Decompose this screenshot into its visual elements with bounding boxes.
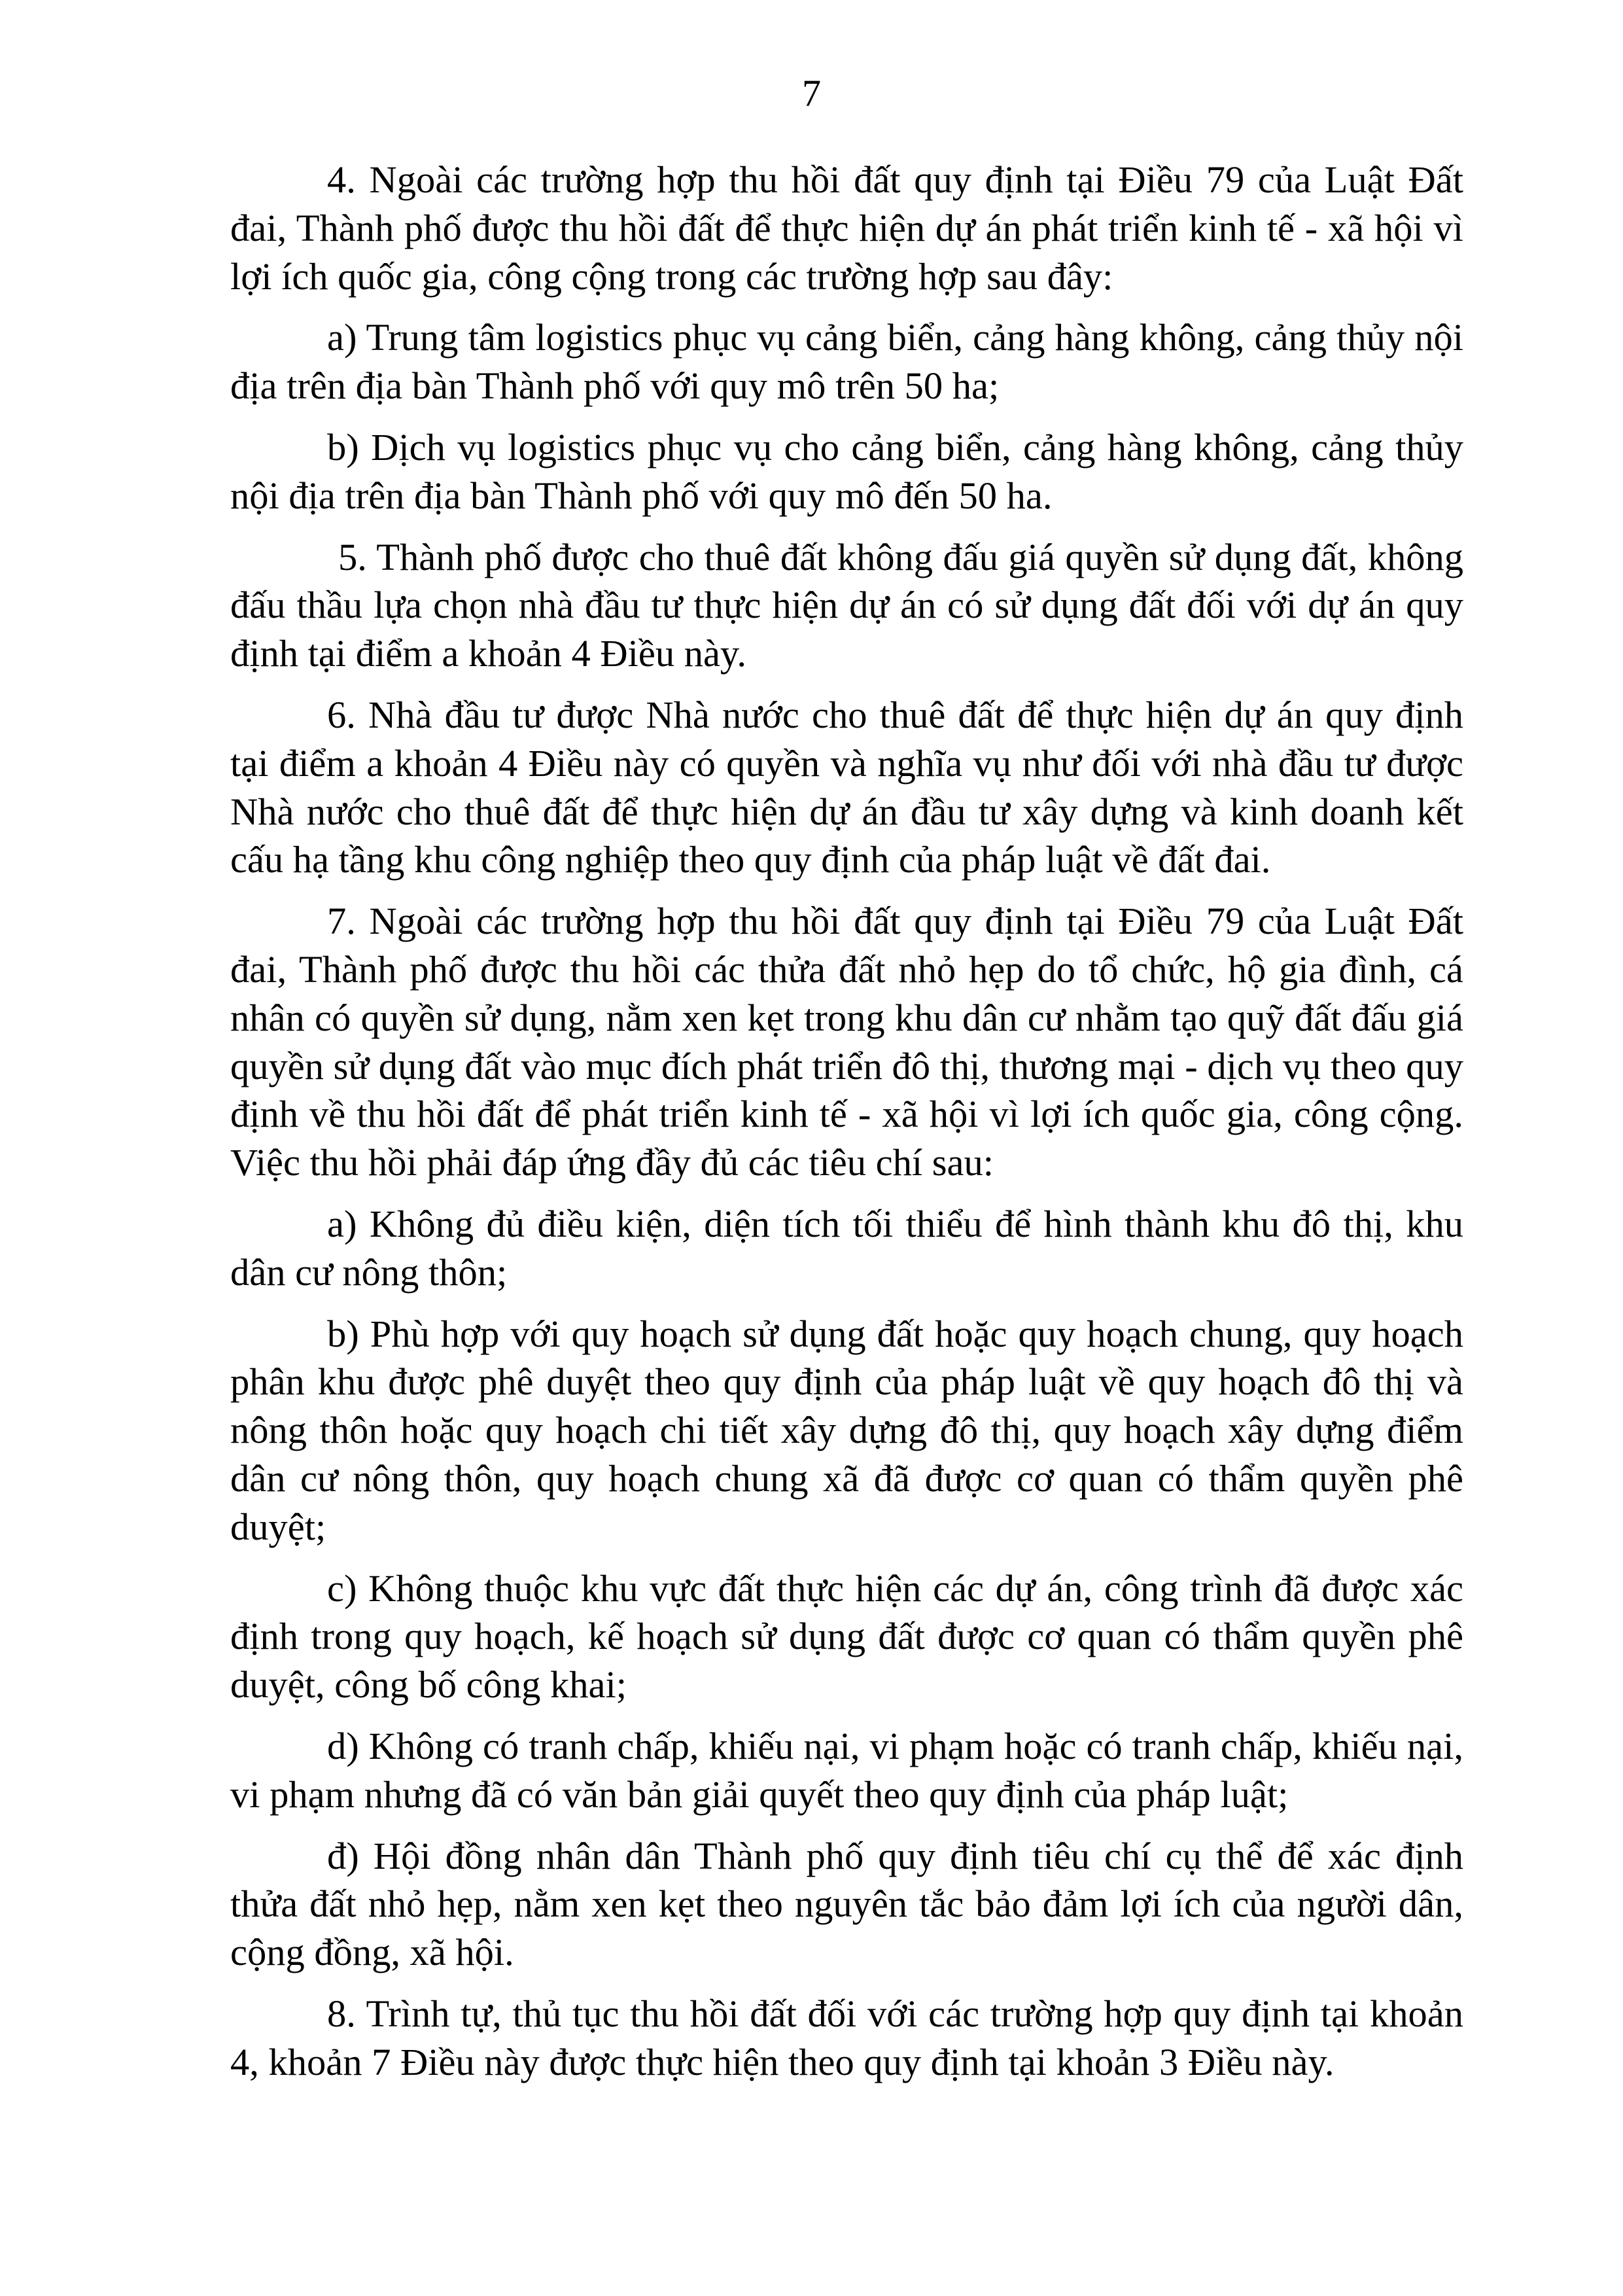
page-number: 7 (802, 72, 821, 115)
paragraph-clause-7c: c) Không thuộc khu vực đất thực hiện các dự án, công trình đã được xác định trong quy hoạch, kế hoạch sử dụng đất được cơ quan có thẩm quyền phê duyệt, công bố công khai; (230, 1566, 1463, 1706)
paragraph-clause-7a: a) Không đủ điều kiện, diện tích tối thiểu để hình thành khu đô thị, khu dân cư nông thôn; (230, 1202, 1463, 1294)
paragraph-clause-7b: b) Phù hợp với quy hoạch sử dụng đất hoặc quy hoạch chung, quy hoạch phân khu được phê duyệt theo quy định của pháp luật về quy hoạch đô thị và nông thôn hoặc quy hoạch chi tiết xây dựng đô thị, quy hoạch xây dựng điểm dân cư nông thôn, quy hoạch chung xã đã được cơ quan có thẩm quyền phê duyệt; (230, 1312, 1463, 1548)
paragraph-clause-6: 6. Nhà đầu tư được Nhà nước cho thuê đất để thực hiện dự án quy định tại điểm a khoản 4 Điều này có quyền và nghĩa vụ như đối với nhà đầu tư được Nhà nước cho thuê đất để thực hiện dự án đầu tư xây dựng và kinh doanh kết cấu hạ tầng khu công nghiệp theo quy định của pháp luật về đất đai. (230, 693, 1463, 881)
paragraph-clause-4: 4. Ngoài các trường hợp thu hồi đất quy định tại Điều 79 của Luật Đất đai, Thành phố được thu hồi đất để thực hiện dự án phát triển kinh tế - xã hội vì lợi ích quốc gia, công cộng trong các trường hợp sau đây: (230, 158, 1463, 298)
paragraph-clause-7d: d) Không có tranh chấp, khiếu nại, vi phạm hoặc có tranh chấp, khiếu nại, vi phạm nhưng đã có văn bản giải quyết theo quy định của pháp luật; (230, 1724, 1463, 1816)
paragraph-clause-7dd: đ) Hội đồng nhân dân Thành phố quy định tiêu chí cụ thể để xác định thửa đất nhỏ hẹp, nằm xen kẹt theo nguyên tắc bảo đảm lợi ích của người dân, cộng đồng, xã hội. (230, 1834, 1463, 1974)
paragraph-clause-8: 8. Trình tự, thủ tục thu hồi đất đối với các trường hợp quy định tại khoản 4, khoản 7 Điều này được thực hiện theo quy định tại khoản 3 Điều này. (230, 1992, 1463, 2083)
document-body (230, 156, 1463, 2099)
paragraph-clause-5: 5. Thành phố được cho thuê đất không đấu giá quyền sử dụng đất, không đấu thầu lựa chọn nhà đầu tư thực hiện dự án có sử dụng đất đối với dự án quy định tại điểm a khoản 4 Điều này. (230, 535, 1463, 675)
paragraph-clause-7: 7. Ngoài các trường hợp thu hồi đất quy định tại Điều 79 của Luật Đất đai, Thành phố được thu hồi các thửa đất nhỏ hẹp do tổ chức, hộ gia đình, cá nhân có quyền sử dụng, nằm xen kẹt trong khu dân cư nhằm tạo quỹ đất đấu giá quyền sử dụng đất vào mục đích phát triển đô thị, thương mại - dịch vụ theo quy định về thu hồi đất để phát triển kinh tế - xã hội vì lợi ích quốc gia, công cộng. Việc thu hồi phải đáp ứng đầy đủ các tiêu chí sau: (230, 900, 1463, 1184)
paragraph-clause-4b: b) Dịch vụ logistics phục vụ cho cảng biển, cảng hàng không, cảng thủy nội địa trên địa bàn Thành phố với quy mô đến 50 ha. (230, 425, 1463, 517)
paragraph-clause-4a: a) Trung tâm logistics phục vụ cảng biển, cảng hàng không, cảng thủy nội địa trên địa bàn Thành phố với quy mô trên 50 ha; (230, 316, 1463, 408)
